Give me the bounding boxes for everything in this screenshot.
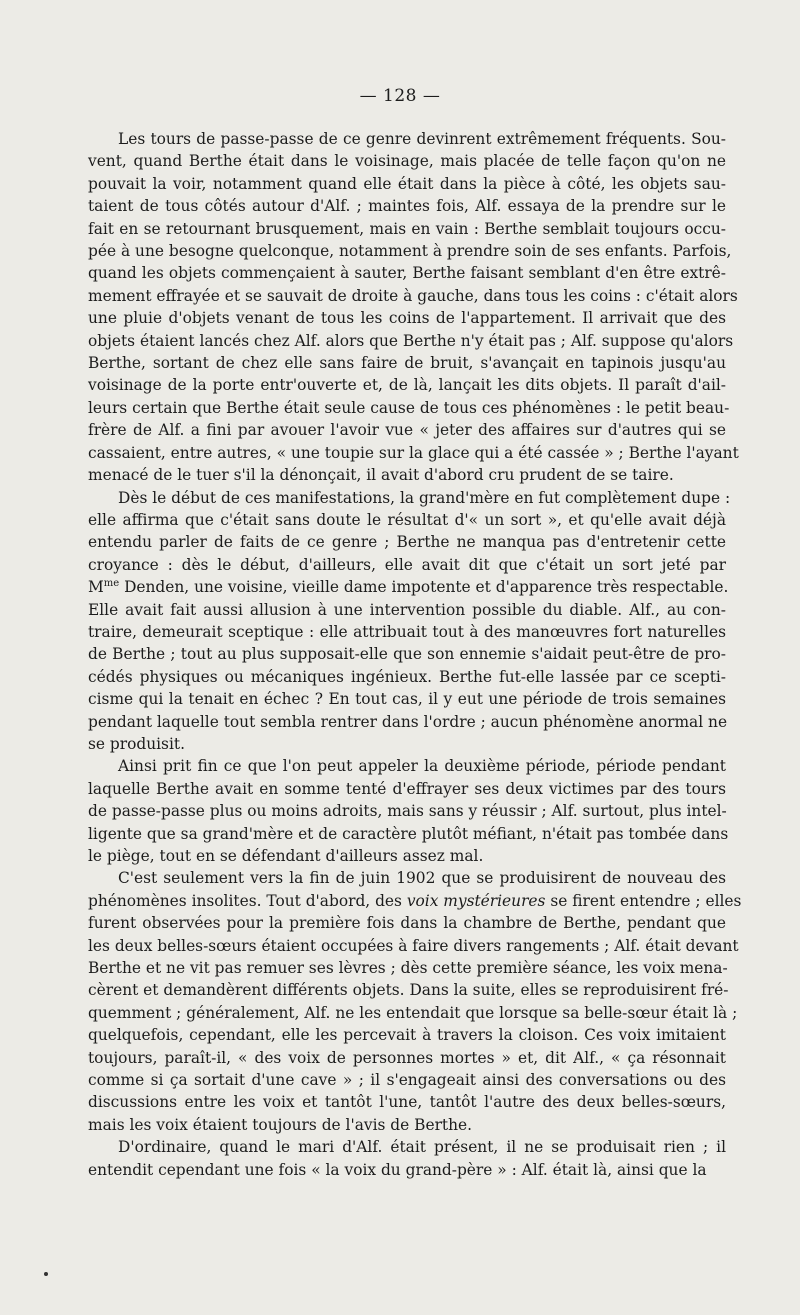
paragraph: [88, 755, 729, 867]
paragraph: [88, 487, 731, 756]
text-line: Ainsi prit fin ce que l'on peut appeler la deuxième période, période pendant: [118, 757, 726, 776]
text-line: cédés physiques ou mécaniques ingénieux. Berthe fut-elle lassée par ce scepti-: [88, 667, 726, 686]
text-line: elle affirma que c'était sans doute le résultat d'« un sort », et qu'elle avait déjà: [88, 510, 726, 529]
honorific: $M^{me}$: [88, 578, 120, 597]
text-line: mais les voix étaient toujours de l'avis de Berthe.: [88, 1115, 473, 1134]
text-line: toujours, paraît-il, « des voix de personnes mortes » et, dit Alf., « ça résonnait: [88, 1048, 726, 1067]
text-line: vent, quand Berthe était dans le voisinage, mais placée de telle façon qu'on ne: [88, 152, 726, 171]
text-line: C'est seulement vers la fin de juin 1902 que se produisirent de nouveau des: [118, 869, 726, 888]
text-line: phénomènes insolites. Tout d'abord, des voix mystérieures se firent entendre ; elles: [88, 891, 742, 910]
text-line: $M^{me}$ Denden, une voisine, vieille dame impotente et d'apparence très respectable.: [88, 578, 729, 597]
text-line: traire, demeurait sceptique : elle attribuait tout à des manœuvres fort naturelles: [88, 622, 726, 641]
text-line: mement effrayée et se sauvait de droite à gauche, dans tous les coins : c'était alors: [88, 286, 738, 305]
text-line: Berthe et ne vit pas remuer ses lèvres ; dès cette première séance, les voix mena-: [88, 959, 728, 978]
text-line: ligente que sa grand'mère et de caractère plutôt méfiant, n'était pas tombée dans: [88, 824, 729, 843]
page-number: — 128 —: [359, 86, 441, 106]
paragraph: [88, 867, 742, 1136]
text-line: entendu parler de faits de ce genre ; Berthe ne manqua pas d'entretenir cette: [88, 533, 726, 552]
text-line: Les tours de passe-passe de ce genre devinrent extrêmement fréquents. Sou-: [118, 130, 726, 148]
body-text: [88, 128, 742, 1181]
text-line: D'ordinaire, quand le mari d'Alf. était présent, il ne se produisait rien ; il: [118, 1138, 726, 1157]
text-line: cassaient, entre autres, « une toupie sur la glace qui a été cassée » ; Berthe l'ayant: [88, 443, 739, 462]
text-line: Elle avait fait aussi allusion à une intervention possible du diable. Alf., au con-: [88, 600, 726, 619]
text-line: objets étaient lancés chez Alf. alors que Berthe n'y était pas ; Alf. suppose qu'alors: [88, 331, 734, 350]
text-line: pouvait la voir, notamment quand elle était dans la pièce à côté, les objets sau-: [88, 174, 726, 193]
text-line: taient de tous côtés autour d'Alf. ; maintes fois, Alf. essaya de la prendre sur le: [88, 197, 726, 216]
text-line: croyance : dès le début, d'ailleurs, elle avait dit que c'était un sort jeté par: [88, 555, 726, 574]
text-line: quelquefois, cependant, elle les percevait à travers la cloison. Ces voix imitaient: [88, 1026, 726, 1045]
paragraph: [88, 128, 739, 487]
text-line: pendant laquelle tout sembla rentrer dans l'ordre ; aucun phénomène anormal ne: [88, 712, 728, 731]
text-line: pée à une besogne quelconque, notamment à prendre soin de ses enfants. Parfois,: [88, 242, 732, 261]
text-line: le piège, tout en se défendant d'ailleurs assez mal.: [88, 847, 484, 865]
text-line: de passe-passe plus ou moins adroits, mais sans y réussir ; Alf. surtout, plus intel-: [88, 802, 727, 821]
text-line: Dès le début de ces manifestations, la grand'mère en fut complètement dupe :: [118, 488, 731, 507]
ink-speck: [44, 1272, 48, 1276]
text-line: entendit cependant une fois « la voix du grand-père » : Alf. était là, ainsi que la: [88, 1160, 707, 1179]
text-line: menacé de le tuer s'il la dénonçait, il avait d'abord cru prudent de se taire.: [88, 466, 674, 485]
text-line: frère de Alf. a fini par avouer l'avoir vue « jeter des affaires sur d'autres qui se: [88, 421, 726, 440]
text-line: fait en se retournant brusquement, mais en vain : Berthe semblait toujours occu-: [88, 219, 726, 238]
text-line: voisinage de la porte entr'ouverte et, de là, lançait les dits objets. Il paraît d'ail-: [88, 376, 726, 395]
text-line: comme si ça sortait d'une cave » ; il s'engageait ainsi des conversations ou des: [88, 1071, 726, 1090]
text-line: les deux belles-sœurs étaient occupées à faire divers rangements ; Alf. était devant: [88, 936, 739, 955]
text-line: cèrent et demandèrent différents objets. Dans la suite, elles se reproduisirent fré-: [88, 981, 729, 1000]
text-line: de Berthe ; tout au plus supposait-elle que son ennemie s'aidait peut-être de pro-: [88, 645, 726, 664]
text-line: une pluie d'objets venant de tous les coins de l'appartement. Il arrivait que des: [88, 309, 726, 328]
text-line: quemment ; généralement, Alf. ne les entendait que lorsque sa belle-sœur était là ;: [88, 1003, 738, 1022]
paragraph: [88, 1136, 726, 1181]
italic-term: voix mystérieures: [406, 891, 546, 910]
text-line: discussions entre les voix et tantôt l'une, tantôt l'autre des deux belles-sœurs,: [88, 1093, 726, 1112]
text-line: cisme qui la tenait en échec ? En tout cas, il y eut une période de trois semaines: [88, 690, 726, 709]
text-line: Berthe, sortant de chez elle sans faire de bruit, s'avançait en tapinois jusqu'au: [88, 354, 726, 373]
text-line: furent observées pour la première fois dans la chambre de Berthe, pendant que: [88, 914, 726, 933]
text-line: se produisit.: [88, 734, 185, 753]
text-line: leurs certain que Berthe était seule cause de tous ces phénomènes : le petit beau-: [88, 398, 730, 417]
text-line: laquelle Berthe avait en somme tenté d'effrayer ses deux victimes par des tours: [88, 779, 726, 798]
text-line: quand les objets commençaient à sauter, Berthe faisant semblant d'en être extrê-: [88, 264, 726, 283]
